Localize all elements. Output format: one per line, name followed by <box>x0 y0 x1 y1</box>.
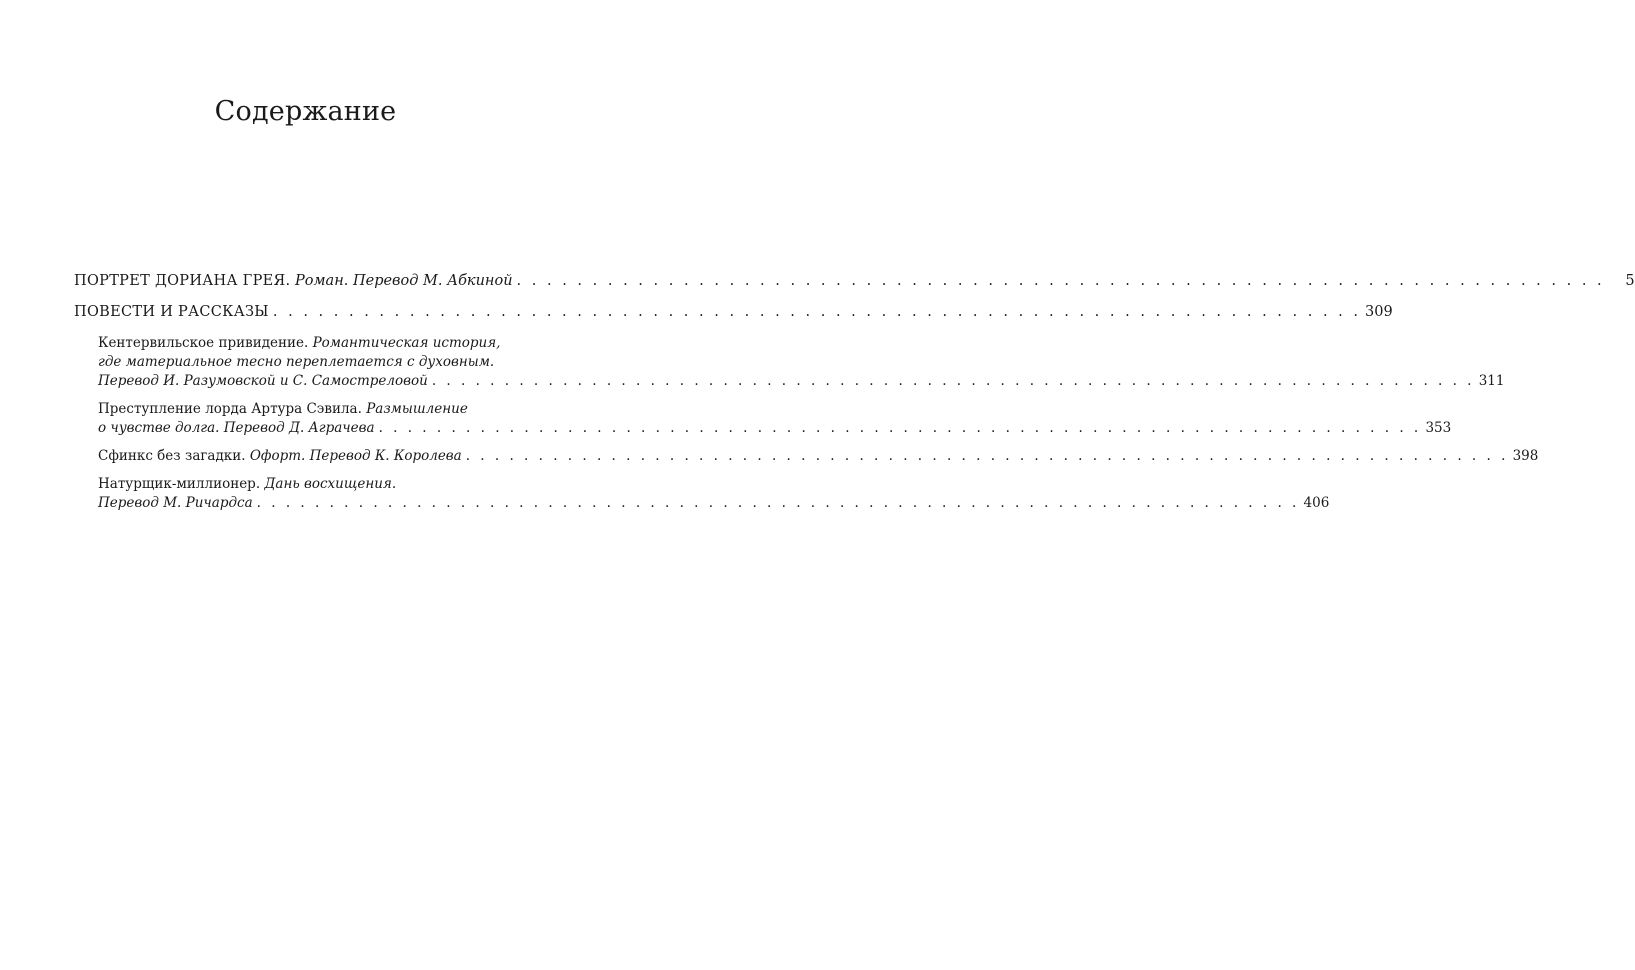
toc-subentry-title: Кентервильское привидение. <box>98 335 309 351</box>
toc-page-number: 353 <box>1425 420 1452 436</box>
toc-subentry-description: Дань восхищения. <box>264 476 397 492</box>
toc-subentry-title: Преступление лорда Артура Сэвила. <box>98 401 362 417</box>
toc-page-number: 5 <box>1625 273 1635 289</box>
toc-entry-line <box>74 272 1635 291</box>
toc-subentry-translator: Офорт. Перевод К. Королева <box>249 448 462 464</box>
toc-subentry-title: Сфинкс без загадки. <box>98 448 246 464</box>
leader-dots <box>432 372 1475 391</box>
toc-entry-line <box>74 303 1393 322</box>
toc-entry-subtitle: Роман. Перевод М. Абкиной <box>295 273 513 289</box>
toc-entry-dorian-gray[interactable] <box>74 272 1635 291</box>
leader-dots <box>257 494 1300 513</box>
leader-dots <box>517 272 1605 291</box>
toc-subentry-description: Размышление <box>366 401 468 417</box>
leader-dots <box>379 419 1422 438</box>
toc-page-number: 398 <box>1512 448 1539 464</box>
toc-subentry-canterville[interactable] <box>98 334 1505 391</box>
toc-subentry-lord-arthur[interactable] <box>98 400 1452 438</box>
toc-page-number: 406 <box>1303 495 1330 511</box>
toc-entry-title: ПОРТРЕТ ДОРИАНА ГРЕЯ. <box>74 273 291 289</box>
toc-subentry-sphinx[interactable] <box>98 447 1539 466</box>
toc-page-number: 311 <box>1478 373 1505 389</box>
toc-subentry-translator: Перевод М. Ричардса <box>98 495 253 511</box>
toc-subentry-title: Натурщик-миллионер. <box>98 476 261 492</box>
toc-subentry-model-millionaire[interactable] <box>98 475 1330 513</box>
page-title: Содержание <box>214 96 397 127</box>
toc-subentry-description: Романтическая история, <box>312 335 501 351</box>
toc-subentry-translator: Перевод И. Разумовской и С. Самостреловой <box>98 373 428 389</box>
toc-page-number: 309 <box>1365 304 1393 320</box>
table-of-contents <box>74 272 1635 522</box>
toc-subentry-description: где материальное тесно переплетается с духовным. <box>98 354 495 370</box>
leader-dots <box>466 447 1509 466</box>
toc-entry-title: ПОВЕСТИ И РАССКАЗЫ <box>74 304 269 320</box>
leader-dots <box>273 303 1361 322</box>
toc-entry-stories[interactable] <box>74 303 1393 322</box>
toc-subentry-translator: о чувстве долга. Перевод Д. Аграчева <box>98 420 375 436</box>
